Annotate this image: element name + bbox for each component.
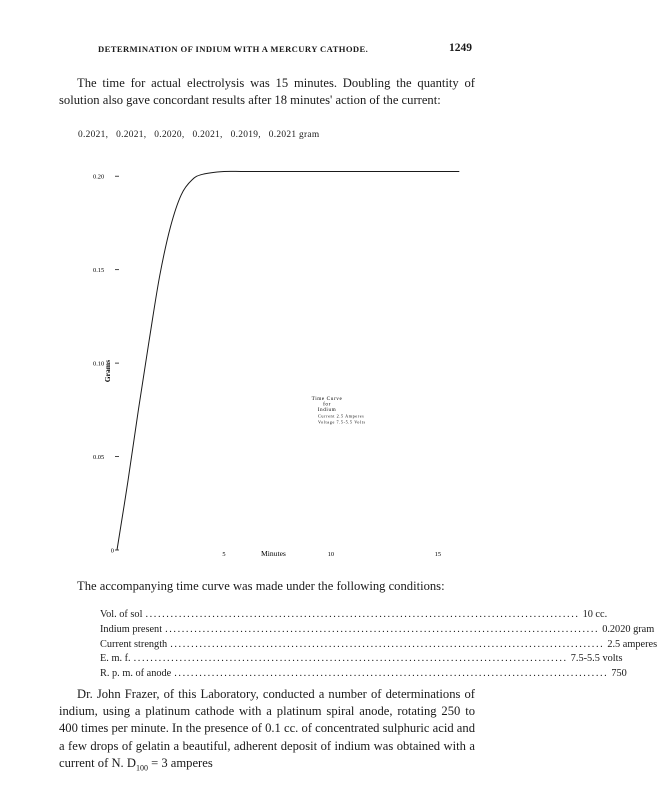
annotation-line: Current 2.5 Amperes <box>318 413 365 419</box>
annotation-line: for <box>323 401 331 408</box>
condition-value: 2.5 amperes <box>607 638 657 650</box>
page-number: 1249 <box>449 42 472 54</box>
y-axis <box>115 176 119 550</box>
y-tick-label: 0 <box>110 547 114 555</box>
series-line <box>117 171 459 550</box>
closing-subscript: 100 <box>135 763 148 773</box>
x-tick-label: 15 <box>434 551 442 558</box>
curve-annotation <box>312 396 366 425</box>
leader-dots: ........................................................................................................ <box>145 609 580 620</box>
condition-label: Vol. of sol <box>100 609 143 620</box>
closing-text: Dr. John Frazer, of this Laboratory, conducted a number of determinations of indium, using a platinum cathode with a platinum spiral anode, rotating 250 to 400 times per minute. In the presence of 0.1 cc. of concentrated sulphuric acid and a few drops of gelatin a beautiful, adherent deposit of indium was obtained with a current of N. D <box>59 687 475 770</box>
condition-value: 750 <box>611 668 627 680</box>
y-tick-label: 0.10 <box>93 360 105 368</box>
closing-tail: = 3 amperes <box>147 755 213 770</box>
condition-value: 7.5-5.5 volts <box>570 653 623 665</box>
conditions-list <box>100 609 657 683</box>
condition-label: R. p. m. of anode <box>100 668 172 680</box>
x-tick-label: 10 <box>327 551 335 558</box>
condition-label: Current strength <box>100 638 168 650</box>
condition-label: Indium present <box>100 623 163 635</box>
condition-row <box>100 623 655 639</box>
annotation-line: Indium <box>317 407 337 413</box>
intro-paragraph: The time for actual electrolysis was 15 minutes. Doubling the quantity of solution also gave concordant results after 18 minutes' action of the current: <box>59 76 475 108</box>
y-tick-label: 0.15 <box>93 267 105 275</box>
condition-label: E. m. f. <box>100 653 131 665</box>
leader-dots: ........................................................................................................ <box>133 653 568 665</box>
running-title: DETERMINATION OF INDIUM WITH A MERCURY CATHODE. <box>98 44 369 54</box>
conditions-intro: The accompanying time curve was made under the following conditions: <box>77 579 445 593</box>
y-axis-label: Grams <box>103 359 112 383</box>
leader-dots: ........................................................................................................ <box>174 668 609 680</box>
x-tick-label: 5 <box>222 551 226 558</box>
y-tick-label: 0.05 <box>93 454 105 462</box>
condition-row <box>100 653 623 668</box>
condition-row <box>100 638 657 654</box>
y-tick-label: 0.20 <box>93 173 105 181</box>
closing-paragraph <box>59 686 475 777</box>
x-tick-labels <box>222 551 441 558</box>
leader-dots: ........................................................................................................ <box>170 638 605 650</box>
results-line: 0.2021, 0.2021, 0.2020, 0.2021, 0.2019, 0.2021 gram <box>78 130 320 140</box>
leader-dots: ........................................................................................................ <box>165 623 600 635</box>
annotation-line: Voltage 7.5-5.5 Volts <box>318 419 366 425</box>
annotation-line: Time Curve <box>311 396 343 402</box>
condition-value: 10 cc. <box>582 609 608 620</box>
condition-row <box>100 609 608 624</box>
x-axis-label: Minutes <box>261 549 286 558</box>
condition-row <box>100 668 627 683</box>
condition-value: 0.2020 gram <box>602 623 655 635</box>
